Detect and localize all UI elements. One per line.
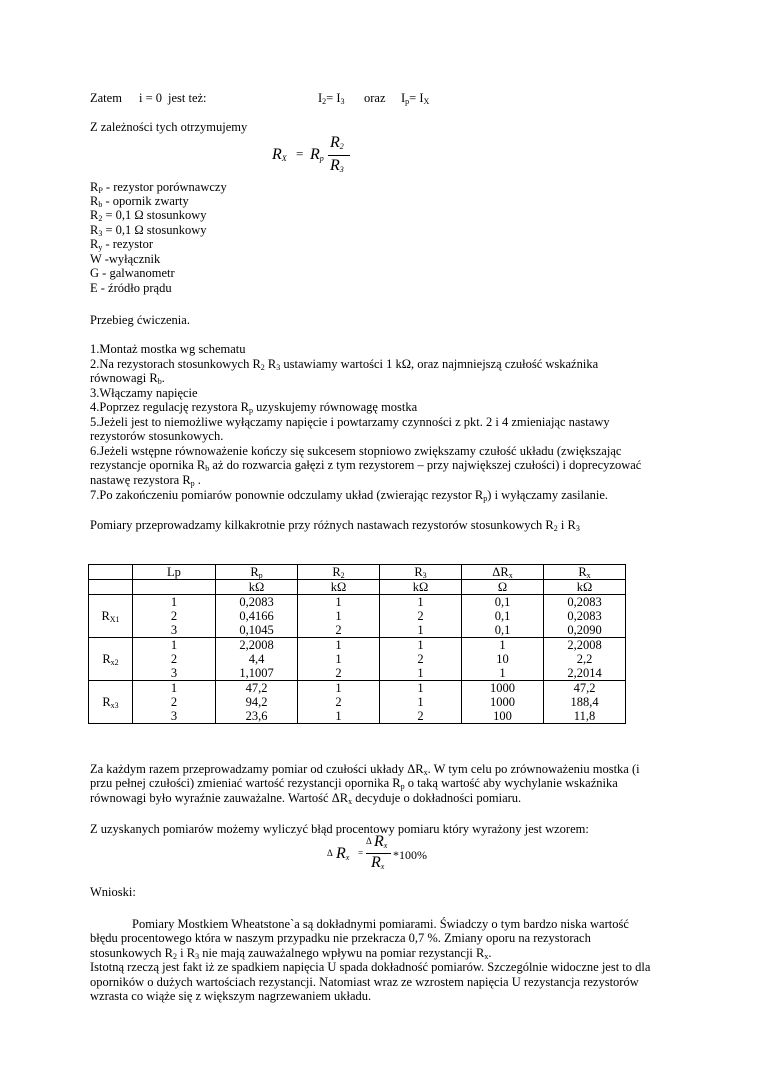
conclusion-line-5: oporników o dużych wartościach rezystancji. Natomiast wraz ze wzrostem napięcia U rezystancja rezystorów — [90, 975, 639, 989]
step-4: 4.Poprzez regulację rezystora $R_p$ uzyskujemy równowagę mostka — [90, 400, 418, 415]
legend-item: $R_3 = 0,1$ Ω stosunkowy — [90, 223, 207, 238]
table-cell: 94,2 — [216, 695, 298, 709]
legend-item: $R_y$ - rezystor — [90, 237, 154, 252]
step-6: 6.Jeżeli wstępne równoważenie kończy się sukcesem stopniowo zwiększamy czułość układu (zwiększając — [90, 444, 622, 458]
table-cell: 1 — [380, 695, 462, 709]
legend-item: $R_b$ - opornik zwarty — [90, 194, 189, 209]
table-unit-cell: kΩ — [544, 580, 626, 595]
legend-item: E - źródło prądu — [90, 281, 172, 295]
table-cell: 0,2090 — [544, 623, 626, 638]
table-group-label: $R_{X1}$ — [89, 595, 133, 638]
formula-error: Δ $R_x$ = Δ $R_x$ $R_x$ *100% — [327, 833, 427, 871]
table-cell: 47,2 — [544, 681, 626, 696]
sensitivity-line-2: przu pełnej czułości) zmieniać wartość rezystancji opornika $R_p$ o taką wartość aby wychylanie wskaźnika — [90, 776, 618, 791]
table-header-cell: $R_2$ — [298, 565, 380, 580]
table-row — [89, 695, 626, 709]
table-unit-cell — [89, 580, 133, 595]
table-cell: 1 — [462, 638, 544, 653]
step-1: 1.Montaż mostka wg schematu — [90, 342, 246, 356]
table-row — [89, 709, 626, 724]
table-units-row — [89, 580, 626, 595]
table-cell: 2 — [380, 709, 462, 724]
table-cell: 1 — [462, 666, 544, 681]
table-cell: 0,1 — [462, 623, 544, 638]
table-unit-cell: kΩ — [298, 580, 380, 595]
table-unit-cell: Ω — [462, 580, 544, 595]
table-unit-cell: kΩ — [380, 580, 462, 595]
text-zatem: Zatem — [90, 91, 122, 105]
conclusion-line-3: stosunkowych $R_2$ i $R_3$ nie mają zauważalnego wpływu na pomiar rezystancji $R_x$. — [90, 946, 492, 961]
table-cell: 4,4 — [216, 652, 298, 666]
table-cell: 100 — [462, 709, 544, 724]
table-cell: 2 — [133, 609, 216, 623]
table-row — [89, 652, 626, 666]
conclusion-line-2: błędu procentowego która w naszym przypadku nie przekracza 0,7 %. Zmiany oporu na rezystorach — [90, 931, 591, 945]
table-cell: 3 — [133, 666, 216, 681]
sensitivity-line-1: Za każdym razem przeprowadzamy pomiar od czułości układy $\Delta R_x$. W tym celu po zrównoważeniu mostka (i — [90, 762, 640, 777]
table-header-cell: $R_3$ — [380, 565, 462, 580]
table-cell: 1 — [380, 595, 462, 610]
table-group-label: $R_{x3}$ — [89, 681, 133, 724]
equation-i2-i3: $I_2= I_3$ — [318, 91, 345, 106]
table-cell: 1 — [380, 623, 462, 638]
table-header-cell: $\Delta R_x$ — [462, 565, 544, 580]
text-i-zero: i = 0 — [139, 91, 163, 105]
table-cell: 1 — [133, 595, 216, 610]
step-5-cont: rezystorów stosunkowych. — [90, 429, 224, 443]
step-6-cont2: nastawę rezystora $R_p$ . — [90, 473, 201, 488]
table-cell: 1 — [380, 681, 462, 696]
text-intro: Z zależności tych otrzymujemy — [90, 120, 248, 134]
table-cell: 0,1 — [462, 595, 544, 610]
table-cell: 0,2083 — [216, 595, 298, 610]
table-group-label: $R_{x2}$ — [89, 638, 133, 681]
table-cell: 1 — [133, 681, 216, 696]
formula-rx: $R_X$ = $R_p$ $R_2$ $R_3$ — [272, 136, 362, 182]
table-cell: 2,2 — [544, 652, 626, 666]
text-oraz: oraz — [364, 91, 386, 105]
table-cell: 2 — [380, 652, 462, 666]
legend-item: G - galwanometr — [90, 266, 175, 280]
table-cell: 2 — [380, 609, 462, 623]
table-header-cell: $R_x$ — [544, 565, 626, 580]
table-unit-cell: kΩ — [216, 580, 298, 595]
legend-item: $R_P$ - rezystor porównawczy — [90, 180, 227, 195]
legend-item: $R_2 = 0,1$ Ω stosunkowy — [90, 208, 207, 223]
table-cell: 0,4166 — [216, 609, 298, 623]
table-cell: 2,2014 — [544, 666, 626, 681]
table-cell: 1000 — [462, 695, 544, 709]
table-row — [89, 609, 626, 623]
equation-ip-ix: $I_p= I_X$ — [401, 91, 430, 106]
table-cell: 1 — [298, 638, 380, 653]
table-cell: 1 — [298, 595, 380, 610]
table-cell: 1000 — [462, 681, 544, 696]
table-header-cell — [89, 565, 133, 580]
section-heading-course: Przebieg ćwiczenia. — [90, 313, 190, 327]
table-cell: 2 — [133, 652, 216, 666]
legend-item: W -wyłącznik — [90, 252, 161, 266]
table-row — [89, 595, 626, 610]
conclusions-heading: Wnioski: — [90, 885, 136, 899]
table-cell: 1,1007 — [216, 666, 298, 681]
table-row — [89, 623, 626, 638]
table-cell: 0,2083 — [544, 595, 626, 610]
text-jest-tez: jest też: — [168, 91, 207, 105]
table-cell: 2 — [298, 623, 380, 638]
conclusion-line-1: Pomiary Mostkiem Wheatstone`a są dokładnymi pomiarami. Świadczy o tym bardzo niska wartość — [132, 917, 629, 931]
table-header-row — [89, 565, 626, 580]
table-header-cell: Lp — [133, 565, 216, 580]
table-cell: 1 — [298, 652, 380, 666]
table-cell: 1 — [133, 638, 216, 653]
table-cell: 2 — [298, 666, 380, 681]
table-cell: 1 — [298, 681, 380, 696]
table-cell: 3 — [133, 709, 216, 724]
conclusion-line-6: wzrasta co wiąże się z większym nagrzewaniem układu. — [90, 989, 372, 1003]
sensitivity-line-3: równowagi było wyraźnie zauważalne. Wartość $\Delta R_x$ decyduje o dokładności pomiaru. — [90, 791, 522, 806]
measure-intro: Pomiary przeprowadzamy kilkakrotnie przy różnych nastawach rezystorów stosunkowych $R_2$ i $R_3$ — [90, 518, 580, 533]
table-row — [89, 638, 626, 653]
table-cell: 47,2 — [216, 681, 298, 696]
table-cell: 1 — [298, 709, 380, 724]
step-2: 2.Na rezystorach stosunkowych $R_2$ $R_3$ ustawiamy wartości 1 kΩ, oraz najmniejszą czułość wskaźnika — [90, 357, 599, 372]
step-2-cont: równowagi $R_b$. — [90, 371, 165, 386]
step-7: 7.Po zakończeniu pomiarów ponownie odczulamy układ (zwierając rezystor $R_p$) i wyłączamy zasilanie. — [90, 488, 609, 503]
table-cell: 2 — [133, 695, 216, 709]
table-cell: 2 — [298, 695, 380, 709]
error-intro: Z uzyskanych pomiarów możemy wyliczyć błąd procentowy pomiaru który wyrażony jest wzorem: — [90, 822, 589, 836]
table-cell: 23,6 — [216, 709, 298, 724]
table-cell: 188,4 — [544, 695, 626, 709]
step-3: 3.Włączamy napięcie — [90, 386, 198, 400]
table-cell: 3 — [133, 623, 216, 638]
step-5: 5.Jeżeli jest to niemożliwe wyłączamy napięcie i powtarzamy czynności z pkt. 2 i 4 zmieniając nastawy — [90, 415, 610, 429]
table-cell: 0,2083 — [544, 609, 626, 623]
table-cell: 0,1 — [462, 609, 544, 623]
table-cell: 10 — [462, 652, 544, 666]
table-header-cell: $R_p$ — [216, 565, 298, 580]
table-cell: 0,1045 — [216, 623, 298, 638]
table-cell: 1 — [298, 609, 380, 623]
table-cell: 11,8 — [544, 709, 626, 724]
table-cell: 2,2008 — [216, 638, 298, 653]
measurements-table — [88, 564, 626, 724]
step-6-cont: rezystancje opornika $R_b$ aż do rozwarcia gałęzi z tym rezystorem – przy największej czułości) i doprecyzować — [90, 458, 642, 473]
conclusion-line-4: Istotną rzeczą jest fakt iż ze spadkiem napięcia U spada dokładność pomiarów. Szczególnie widoczne jest to dla — [90, 960, 651, 974]
table-cell: 1 — [380, 666, 462, 681]
table-cell: 1 — [380, 638, 462, 653]
table-row — [89, 666, 626, 681]
table-cell: 2,2008 — [544, 638, 626, 653]
table-unit-cell — [133, 580, 216, 595]
table-row — [89, 681, 626, 696]
